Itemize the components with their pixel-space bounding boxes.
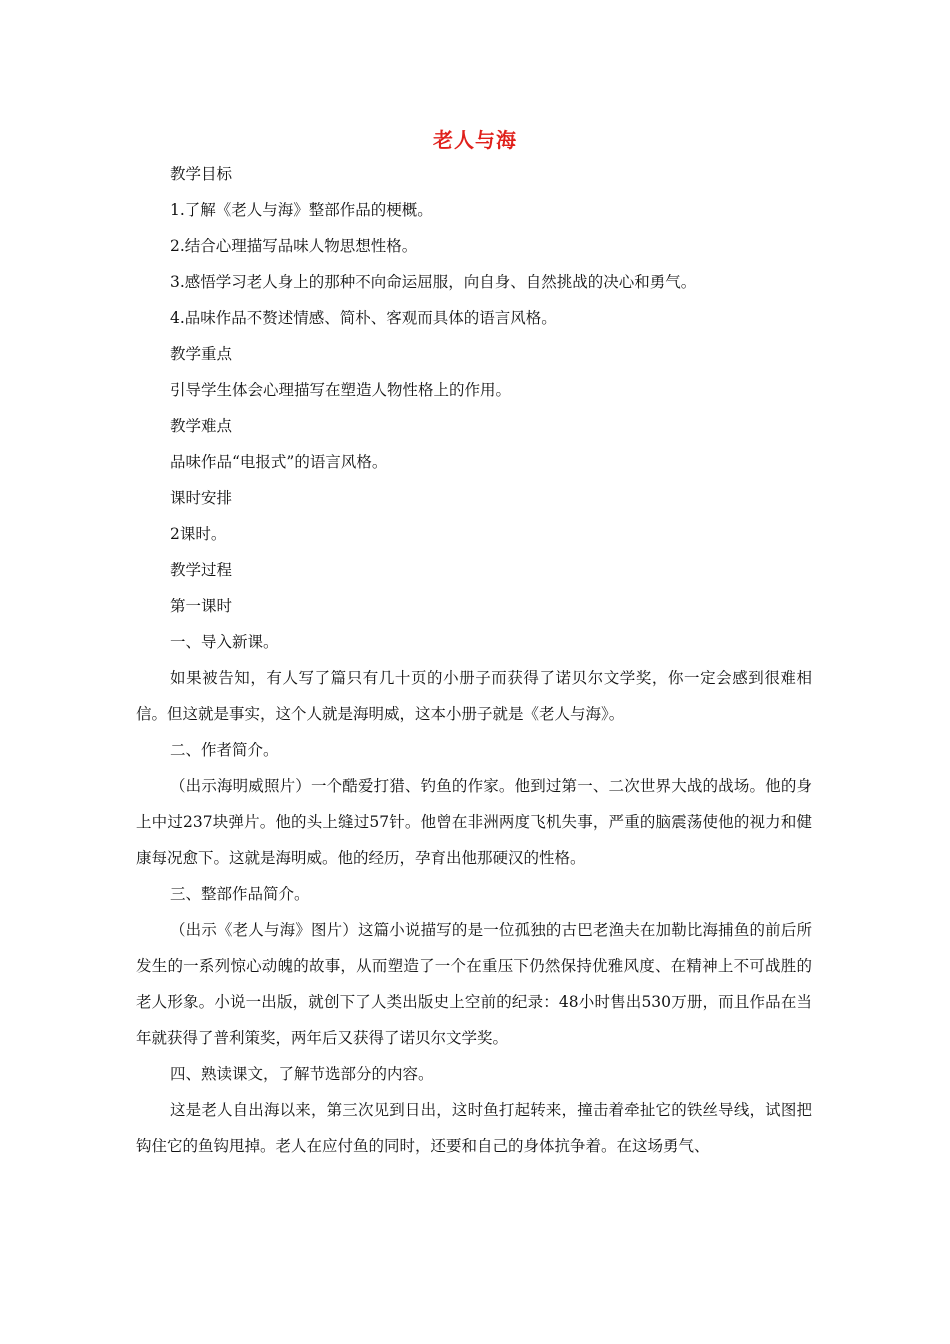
difficulties-text: 品味作品“电报式”的语言风格。: [170, 453, 388, 471]
heading-teaching-goals: 教学目标: [170, 165, 233, 183]
section-2-heading: 二、作者简介。: [170, 741, 279, 759]
schedule-text: 2课时。: [170, 525, 227, 543]
section-4-heading: 四、熟读课文，了解节选部分的内容。: [170, 1065, 434, 1083]
heading-key-points: 教学重点: [170, 345, 233, 363]
section-4-text: 这是老人自出海以来，第三次见到日出，这时鱼打起转来，撞击着牵扯它的铁丝导线，试图把钩住它的鱼钩甩掉。老人在应付鱼的同时，还要和自己的身体抗争着。在这场勇气、: [136, 1101, 812, 1155]
goal-item-2: 2.结合心理描写品味人物思想性格。: [170, 237, 418, 255]
section-2-text: （出示海明威照片）一个酷爱打猎、钓鱼的作家。他到过第一、二次世界大战的战场。他的身上中过237块弹片。他的头上缝过57针。他曾在非洲两度飞机失事，严重的脑震荡使他的视力和健康每况愈下。这就是海明威。他的经历，孕育出他那硬汉的性格。: [136, 777, 812, 867]
document-title: 老人与海: [433, 128, 517, 152]
document-body: [136, 156, 812, 1164]
heading-process: 教学过程: [170, 561, 233, 579]
goal-item-3: 3.感悟学习老人身上的那种不向命运屈服，向自身、自然挑战的决心和勇气。: [170, 273, 697, 291]
key-points-text: 引导学生体会心理描写在塑造人物性格上的作用。: [170, 381, 512, 399]
section-1-text: 如果被告知，有人写了篇只有几十页的小册子而获得了诺贝尔文学奖，你一定会感到很难相信。但这就是事实，这个人就是海明威，这本小册子就是《老人与海》。: [136, 669, 812, 723]
section-1-heading: 一、导入新课。: [170, 633, 279, 651]
section-3-heading: 三、整部作品简介。: [170, 885, 310, 903]
heading-schedule: 课时安排: [170, 489, 233, 507]
heading-first-lesson: 第一课时: [170, 597, 233, 615]
goal-item-1: 1.了解《老人与海》整部作品的梗概。: [170, 201, 433, 219]
section-3-text: （出示《老人与海》图片）这篇小说描写的是一位孤独的古巴老渔夫在加勒比海捕鱼的前后所发生的一系列惊心动魄的故事，从而塑造了一个在重压下仍然保持优雅风度、在精神上不可战胜的老人形象。小说一出版，就创下了人类出版史上空前的纪录：48小时售出530万册，而且作品在当年就获得了普利策奖，两年后又获得了诺贝尔文学奖。: [136, 921, 812, 1047]
goal-item-4: 4.品味作品不赘述情感、简朴、客观而具体的语言风格。: [170, 309, 557, 327]
heading-difficulties: 教学难点: [170, 417, 233, 435]
